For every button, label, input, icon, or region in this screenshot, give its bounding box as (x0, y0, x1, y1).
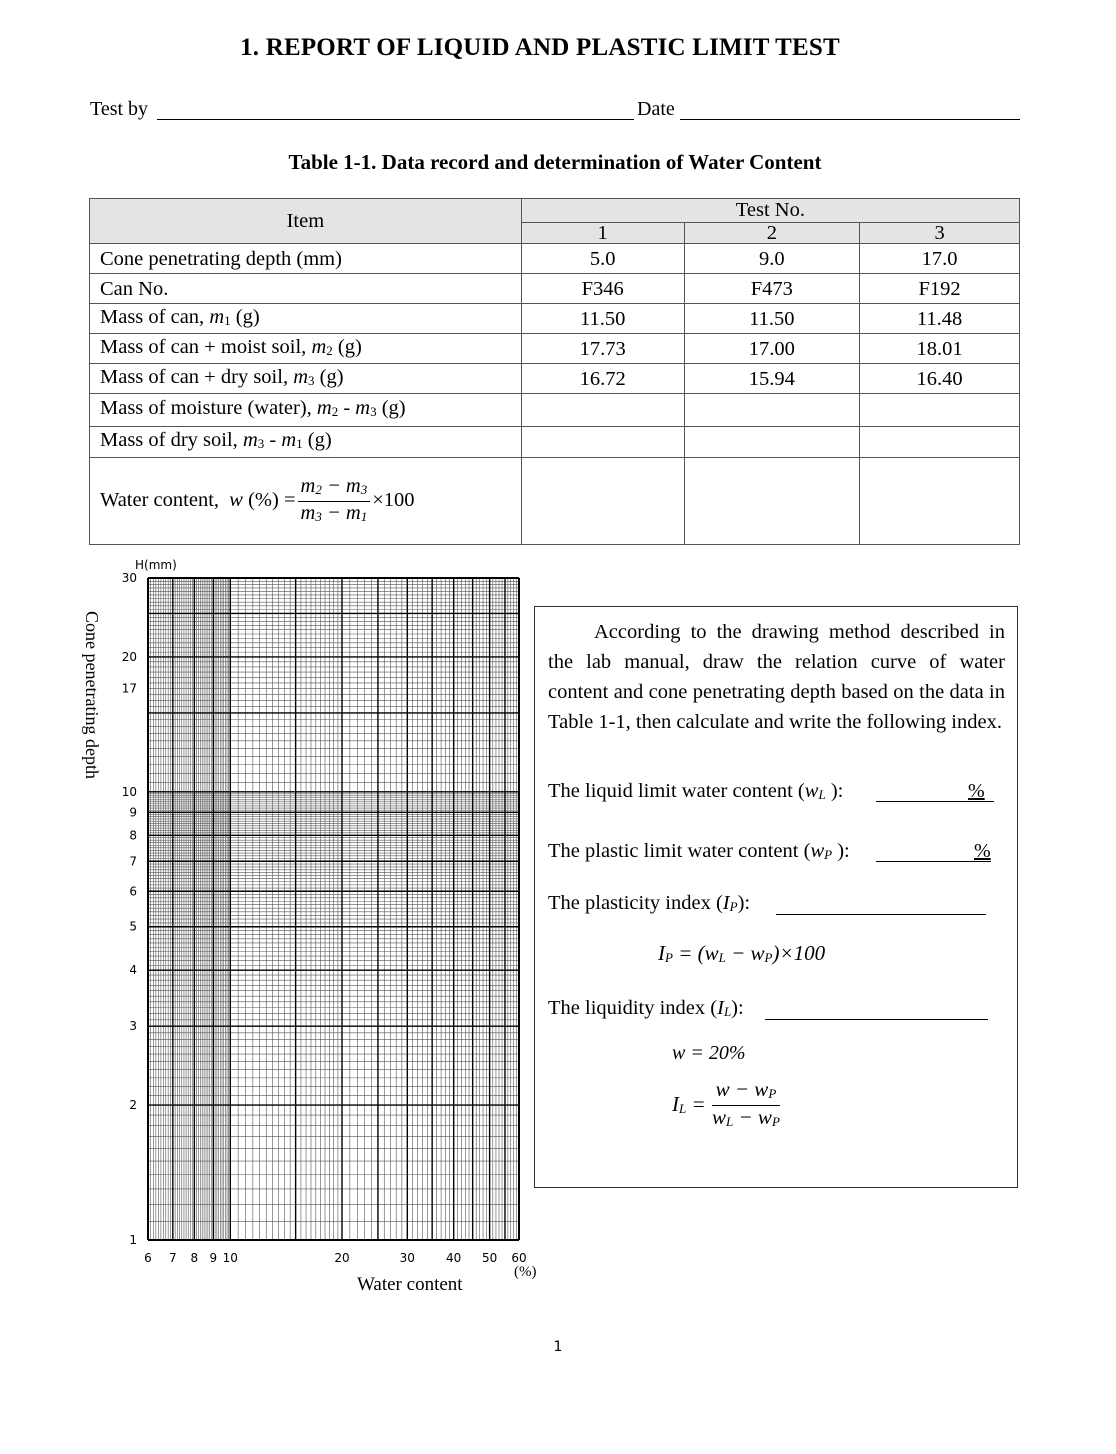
y-tick-label: 3 (129, 1019, 137, 1034)
cell-value: F473 (684, 274, 860, 304)
table-row-mass-dry (90, 364, 1020, 394)
y-tick-label: 10 (121, 784, 137, 799)
empty-cell[interactable] (521, 394, 684, 427)
row-label: Can No. (90, 274, 522, 304)
table-row-can-no (90, 274, 1020, 304)
cell-value: 5.0 (521, 244, 684, 274)
cell-value: F346 (521, 274, 684, 304)
liquidity-index-field[interactable] (765, 1019, 988, 1020)
empty-cell[interactable] (521, 427, 684, 458)
row-label: Cone penetrating depth (mm) (90, 244, 522, 274)
instruction-text: According to the drawing method described in the lab manual, draw the relation curve of water content and cone penetrating depth based on the data in Table 1-1, then calculate and write the following index. (548, 621, 1005, 733)
y-tick-label: 6 (129, 884, 137, 899)
cell-value: 16.72 (521, 364, 684, 394)
y-tick-label: 20 (121, 649, 137, 664)
table-row-mass-can (90, 304, 1020, 334)
row-label: Mass of can, $m_1$ (g) (90, 304, 522, 334)
table-row-mass-water (90, 394, 1020, 427)
empty-cell[interactable] (860, 394, 1020, 427)
cell-value: 11.50 (684, 304, 860, 334)
x-tick-label: 20 (334, 1251, 350, 1265)
x-tick-labels (144, 1251, 526, 1265)
row-label: Mass of dry soil, $m_3 - m_1$ (g) (90, 427, 522, 458)
empty-cell[interactable] (860, 458, 1020, 545)
test-by-field[interactable] (157, 119, 634, 120)
x-tick-label: 9 (209, 1251, 218, 1265)
cell-value: 16.40 (860, 364, 1020, 394)
test-number: 3 (860, 222, 1020, 243)
plasticity-index-field[interactable] (776, 914, 986, 915)
table-row-mass-dry-soil (90, 427, 1020, 458)
minor-grid (148, 578, 519, 1240)
y-tick-label: 5 (129, 919, 137, 934)
page-number: 1 (553, 1339, 563, 1355)
table-row-mass-moist (90, 334, 1020, 364)
empty-cell[interactable] (684, 427, 860, 458)
row-label: Mass of can + moist soil, $m_2$ (g) (90, 334, 522, 364)
liquidity-formula: $I_L$ = $\frac{w - w_P}{w_L - w_P}$ (672, 1077, 780, 1129)
date-field[interactable] (680, 119, 1020, 120)
plastic-limit-unit: % (974, 840, 991, 862)
y-tick-label: 7 (129, 854, 137, 869)
x-tick-label: 10 (222, 1251, 238, 1265)
table-row-cone-depth (90, 244, 1020, 274)
test-no-header: Test No. (521, 199, 1019, 223)
cell-value: 11.48 (860, 304, 1020, 334)
y-tick-label: 2 (129, 1098, 137, 1113)
y-tick-label: 30 (121, 571, 137, 585)
cell-value: 17.73 (521, 334, 684, 364)
item-header: Item (90, 199, 522, 244)
empty-cell[interactable] (684, 394, 860, 427)
x-tick-label: 40 (446, 1251, 462, 1265)
x-tick-label: 30 (399, 1251, 415, 1265)
row-label: Mass of moisture (water), $m_2 - m_3$ (g) (90, 394, 522, 427)
y-side-label: Cone penetrating depth (82, 611, 102, 779)
table-row-water-content (90, 458, 1020, 545)
x-axis-unit: (%) (514, 1264, 537, 1280)
empty-cell[interactable] (521, 458, 684, 545)
date-label: Date (637, 98, 675, 120)
empty-cell[interactable] (860, 427, 1020, 458)
plastic-limit-label: The plastic limit water content ($w_P$ ): (548, 840, 850, 862)
report-title: 1. REPORT OF LIQUID AND PLASTIC LIMIT TEST (240, 34, 840, 61)
water-content-fraction: $\frac{m_2 - m_3}{m_3 - m_1}$ (298, 475, 371, 528)
cell-value: 9.0 (684, 244, 860, 274)
cone-penetration-chart[interactable] (82, 556, 555, 1265)
water-content-value: w = 20% (672, 1042, 746, 1064)
cell-value: 17.00 (684, 334, 860, 364)
test-number: 2 (684, 222, 860, 243)
cell-value: 17.0 (860, 244, 1020, 274)
x-tick-label: 60 (511, 1251, 527, 1265)
x-tick-label: 8 (190, 1251, 199, 1265)
y-axis-title: H(mm) (135, 558, 177, 572)
y-tick-label: 1 (129, 1233, 137, 1247)
row-label: Mass of can + dry soil, $m_3$ (g) (90, 364, 522, 394)
plasticity-index-label: The plasticity index $(I_P)$: (548, 892, 751, 914)
test-number: 1 (521, 222, 684, 243)
test-by-label: Test by (90, 98, 149, 120)
water-content-table (89, 198, 1020, 545)
cell-value: 11.50 (521, 304, 684, 334)
cell-value: 18.01 (860, 334, 1020, 364)
liquid-limit-label: The liquid limit water content ($w_L$ ): (548, 780, 844, 802)
y-tick-label: 8 (129, 828, 137, 843)
liquid-limit-unit: % (968, 780, 985, 802)
cell-value: 15.94 (684, 364, 860, 394)
liquidity-index-label: The liquidity index $(I_L)$: (548, 997, 744, 1019)
table-header-row (90, 199, 1020, 223)
x-axis-title: Water content (357, 1274, 463, 1295)
y-tick-label: 9 (129, 805, 137, 820)
y-tick-label: 4 (129, 963, 137, 978)
empty-cell[interactable] (684, 458, 860, 545)
plasticity-formula: $I_P = (w_L - w_P)\times 100$ (658, 941, 826, 965)
x-tick-label: 50 (481, 1251, 498, 1265)
x-tick-label: 7 (169, 1251, 177, 1265)
table-caption: Table 1-1. Data record and determination of Water Content (288, 150, 822, 174)
y-tick-label: 17 (121, 681, 137, 696)
row-label: Water content, w (%) = $\frac{m_2 - m_3}{m_3 - m_1}$ ×100 (90, 458, 522, 545)
x-tick-label: 6 (144, 1251, 152, 1265)
y-tick-labels (122, 571, 137, 1247)
cell-value: F192 (860, 274, 1020, 304)
